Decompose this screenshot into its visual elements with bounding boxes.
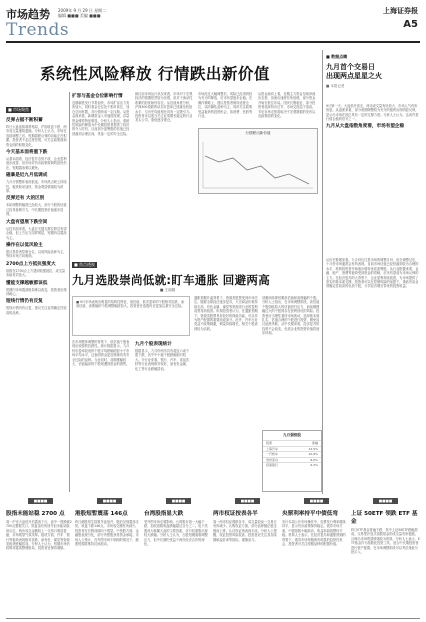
article-text: 从资金流向上看，近期主力资金呈现净流出态势，但流出速度有所放缓，部分资金开始在低位布局。国庆长假临近，部分投资者选择持币过节，市场交投趋于清淡。节后市场走势将取决于宏观数据的发布以及政策面的变化。	[258, 92, 316, 119]
bottom-article-title: 上证 50ETF 领跌 ETF 基金	[351, 511, 418, 525]
pull-quote	[72, 296, 190, 336]
strip-label: ■■■■	[304, 498, 330, 504]
article-text: 市场经过大幅调整后，风险已经得到较为充分的释放，后市有望逐步企稳。在操作策略上，建议投资者保持适度仓位，以防御性品种为主，同时关注政策受益板块的投资机会，如消费、医药等行业。	[198, 92, 253, 119]
table-cell: 贵州茅台	[266, 457, 279, 462]
table-row	[263, 462, 321, 468]
strip-item	[6, 496, 75, 505]
table-cell: 上海汽车	[266, 446, 279, 451]
bottom-article-text: 央行本周公开市场操作中，央票发行利率继续持平，显示货币政策保持稳定。债券市场方面，中债指数小幅波动，收益率曲线整体平稳。机构人士表示，在经济复苏和通胀预期的背景下，债券市场短期难有明显的趋势性机会，投资者可关注短期品种的配置价值。	[282, 520, 346, 547]
bottom-article-title: 股指未能站稳 2700 点	[6, 511, 65, 517]
bottom-article	[213, 510, 279, 618]
feature-headline: 九月选股崇尚低就:盯车通胀 回避两高	[72, 273, 271, 287]
brief-text: 短线行情仍有反复，建议关注业绩确定性较高的品种。	[6, 306, 67, 315]
article-column	[135, 92, 195, 252]
article-text: 就目前市场运行状况来看，市场对于宏观经济的预期依然较为乐观，但对于流动性收紧的担忧始终存在。从估值角度分析，沪深300指数的动态市盈率已回落至较低水平，与历史均值相比具有一定吸引力。投资者可以适当关注业绩增长稳定的行业龙头公司，逢低逐步建仓。	[135, 92, 193, 123]
brief-text: 短期内市场震荡格局难以改变，投资者应保持耐心。	[6, 287, 67, 296]
sidebar-author: ■ 本报记者	[326, 84, 345, 88]
brief-title: 操作在以低风险主	[6, 242, 43, 248]
data-table	[262, 430, 322, 492]
left-tag: ■ 市场聚焦	[8, 107, 30, 112]
strip-item	[144, 496, 213, 505]
article-text: 回避两高即回避高估值和高涨幅的个股。分析人士指出，在市场调整阶段，高估值个股面临较大的估值回归压力，而前期涨幅过大的个股则存在获利回吐的风险。投资者应当理性看待市场波动，选择基本面扎实、估值合理的个股进行投资，避免盲目追涨杀跌。从中长期来看，经济复苏的趋势不会改变，优质企业的投资价值将逐步体现。	[262, 296, 320, 336]
bottom-article-text: 昨日ETF基金普遍下跌，其中上证50ETF跌幅居前。交易型开放式指数基金的成交量有所萎缩，反映出市场观望情绪较为浓厚。分析人士表示，ETF基金作为指数化投资工具，适合中长期投资者进行资产配置，在市场调整阶段可以考虑逢低分批买入。	[351, 528, 420, 555]
bottom-article	[6, 510, 72, 618]
left-column	[6, 96, 67, 494]
editor-line: 编辑 ■■■ 美编 ■■■	[58, 13, 101, 18]
table-cell: 8.6%	[310, 457, 318, 462]
brief-title: 今天基本面将重下跌	[6, 150, 48, 156]
strip-item	[75, 496, 144, 505]
article-column	[72, 92, 132, 252]
feature-tag: ■ 焦点透视	[74, 262, 96, 267]
bottom-article-text: 受外围市场走弱影响，台湾股市周一大幅下跌，加权指数收盘跌幅超过百分之二。电子类股成为拖累大盘的主要因素，多只权重股出现较大跌幅。分析人士认为，台股短期面临调整压力，但中长期仍受益于两岸经济合作的深化。	[144, 520, 208, 547]
brief-text: 从技术面来看，大盘在关键支撑位附近有望企稳，但上方压力同样明显，短期仍以震荡为主。	[6, 226, 67, 240]
article-subhead: 九月个股表现统计	[135, 342, 172, 347]
bottom-tag-strip	[6, 496, 420, 506]
main-headline: 系统性风险释放 行情跌出新价值	[40, 65, 270, 83]
bottom-article	[144, 510, 210, 618]
date-line: 2009年 9 月 29 日 星期二	[58, 8, 107, 13]
sidebar-title-2: 出现两点星星之火	[326, 72, 382, 80]
bottom-article-title: 港股短暂震荡 146点	[75, 511, 128, 517]
strip-item	[282, 496, 351, 505]
brief-text: 指数在2700点上方遇到较强抵抗，成交量未能有效放大。	[6, 268, 66, 278]
brief-title: 短线行情仍有反复	[6, 299, 43, 305]
bottom-article	[351, 510, 420, 618]
section-trends: Trends	[6, 20, 70, 40]
article-text: 从历史数据来看，九月份往往是市场的调整月份，但在调整过后，十月份市场通常会有所表现。目前市场估值已经回落到较为合理的水平，机构投资者开始逐步增持优质蓝筹股。从行业配置来看，金融、地产、消费等板块受到资金的青睐，后市有望成为市场反弹的主力。在经济复苏的大背景下，企业盈利持续改善，为市场提供了坚实的基本面支撑。投资者可以在控制风险的前提下，逢低布局业绩确定性较高的优质个股，分享经济增长带来的投资收益。	[326, 258, 419, 289]
article-text: 数据显示，九月份两市共有超过六成个股下跌，其中中小板个股跌幅相对较大。分行业来看，银行、汽车、食品饮料等行业表现相对较好，而有色金属、化工等行业跌幅居前。	[135, 349, 190, 371]
figure-graphic	[199, 136, 317, 192]
table-cell: 股票	[266, 441, 273, 445]
strip-label: ■■■■	[373, 498, 399, 504]
article-text: 通胀预期升温背景下，资源类股票受到市场关注。随着全球经济逐步复苏，大宗商品价格持续走高，有色金属、煤炭等资源类行业的盈利前景得到改善。机构投资者认为，在通胀预期下，资源类股票具有较好的保值功能，可以作为资产配置的重要组成部分。此外，汽车行业受益于政策刺激，销量持续增长，相关个股表现较为活跃。	[194, 296, 258, 331]
brief-title: 懂能支撑越敏都该低	[6, 280, 48, 286]
brief-text: 本轮调整的幅度已经较大，部分个股的估值已经具备吸引力，中长期投资价值逐步显现。	[6, 203, 67, 217]
table-cell: 10.8%	[308, 452, 318, 457]
figure-box	[198, 128, 318, 194]
issue-date	[58, 8, 106, 18]
bottom-article-text: 周一沪市大盘低开后震荡下行，盘中一度跌破2700点整数关口，尾盘虽有所回升但未能站稳该点位。两市成交金额较上一交易日明显萎缩，市场观望气氛浓厚。板块方面，汽车、银行等板块表现相对抗跌，而有色、煤炭等资源类板块跌幅居前。分析人士认为，短期市场仍将维持震荡整理格局，投资者宜保持谨慎。	[6, 520, 72, 551]
article-text: 在市场整体调整的背景下，低估值个股表现出较强的抗跌性。统计数据显示，九月份市盈率较低的个股平均跌幅明显小于市场平均水平，这表明资金更加青睐具有安全边际的品种。与此同时，前期涨幅较大、估值偏高的个股则遭到资金的抛售。	[72, 340, 130, 367]
strip-label: ■■■■	[235, 498, 261, 504]
brief-title: 大盘有望展下跌空间	[6, 219, 48, 225]
column-divider	[69, 92, 70, 492]
bottom-article-title: 台湾股指显大跌	[144, 511, 184, 517]
header-rule	[6, 41, 420, 43]
quote-text: ■ 9月市场表现出明显的结构性特征，低估值、低市盈率的个股相对抗跌，而高估值、高涨幅的个股调整幅度较大。投资者在选股时应更加注重安全边际。	[76, 300, 185, 309]
brief-text: 九月行情整体表现低迷，市场热点缺乏持续性，板块轮动加快，资金观望情绪较为浓厚。	[6, 180, 67, 194]
bottom-article-text: 昨日港股恒生指数早盘低开，随后呈现震荡走势，收盘下跌146点。市场成交额有所减少，投资者在长假前倾向于观望。中资股方面，金融股表现分化，部分内银股获得资金承接。市场人士预计，在外围市场不明朗的情况下，港股短期将维持区间波动。	[75, 520, 139, 547]
strip-label: ■■■■	[166, 498, 192, 504]
strip-item	[213, 496, 282, 505]
brief-title: 反弹占据不断积蓄	[6, 118, 43, 123]
bottom-article-title: 两市权证按表各半	[213, 511, 258, 517]
brief-title: 2700点上方抵抗强度大	[6, 261, 56, 267]
brief-title: 反弹还有 大的区别	[6, 196, 45, 202]
table-title: 九月强势股	[283, 433, 301, 437]
strip-label: ■■■■	[97, 498, 123, 504]
article-column	[135, 340, 191, 494]
page-number: A5	[403, 19, 418, 30]
bottom-article	[75, 510, 141, 618]
sidebar-text	[326, 258, 420, 494]
brief-title: 磁暴是近九月低调成	[6, 173, 48, 179]
article-subhead: 扩容与基金仓位影响行情	[72, 94, 123, 99]
strip-label: ■■■■	[28, 498, 54, 504]
table-cell: 12.5%	[308, 446, 318, 451]
feature-author: ■ 王丽娟	[160, 288, 176, 292]
table-cell: 6.2%	[310, 463, 318, 468]
sidebar-title-1: 九月首个交易日	[326, 63, 375, 71]
article-column	[198, 92, 254, 126]
brief-text: 昨日大盘延续弱势格局，沪指收盘下跌，两市成交量继续萎缩。分析人士认为，市场在连续调整之后，短期超跌反弹的动能正在积蓄，投资者不必过度悲观，可关注政策面和资金面的积极变化。	[6, 125, 67, 147]
bottom-article-text: 周一两市权证涨跌各半，成交量较前一交易日有所减少。认购权证方面，部分品种随正股走强而上涨，认沽权证则表现平淡。分析人士提醒，权证投资风险较高，投资者应关注其存续期和溢价率等指标，谨慎参与。	[213, 520, 277, 542]
article-column	[258, 92, 318, 126]
table-cell: 涨幅	[311, 441, 318, 445]
article-column	[194, 296, 258, 494]
figure-title: 行情跌出新价值	[245, 131, 271, 135]
section-name: 市场趋势	[6, 8, 50, 21]
page-header	[6, 4, 420, 44]
table-cell: 招商银行	[266, 463, 279, 468]
article-column	[262, 296, 322, 426]
sidebar-text	[326, 104, 420, 254]
strip-item	[351, 496, 420, 505]
brief-text: 从基本面看，经济复苏态势不改，企业盈利逐步改善，但市场对货币政策微调的担忧仍在，短期震荡难以避免。	[6, 157, 67, 170]
sidebar-feature	[326, 54, 420, 104]
sidebar-subhead: 九月从大盘指数角度看，市场有望企稳	[326, 123, 405, 129]
article-column	[72, 340, 132, 494]
bottom-article	[282, 510, 348, 618]
footer-rule	[6, 618, 420, 619]
article-text: 近期新股发行节奏加快，市场扩容压力有所加大，同时基金仓位处于相对高位，加仓空间有限，对行情形成一定压制。从资金面来看，新增资金入市速度放缓，存量资金博弈特征明显。分析人士指出，系统性风险的释放为中长期投资者提供了较好的介入时机，目前部分蓝筹股的估值已经回落到合理区间，具备一定的安全边际。	[72, 101, 130, 136]
sidebar-tag: ■ 数据点睛	[326, 54, 348, 59]
table-cell: 一汽轿车	[266, 452, 279, 457]
article-text: 9月第一天，大盘低开高走，两市成交量有所放大，市场人气有所恢复。从盘面来看，部分前期调整较为充分的板块出现明显反弹，显示出市场在低位具有一定的支撑力度。分析人士认为，这或许是行情企稳的信号之一。	[326, 104, 419, 122]
paper-name: 上海证券报	[383, 6, 418, 15]
bottom-article-title: 央票利率持平中债低弯	[282, 511, 338, 517]
brief-text: 建议投资者控制仓位，以低风险品种为主，等待市场方向明朗。	[6, 249, 67, 259]
